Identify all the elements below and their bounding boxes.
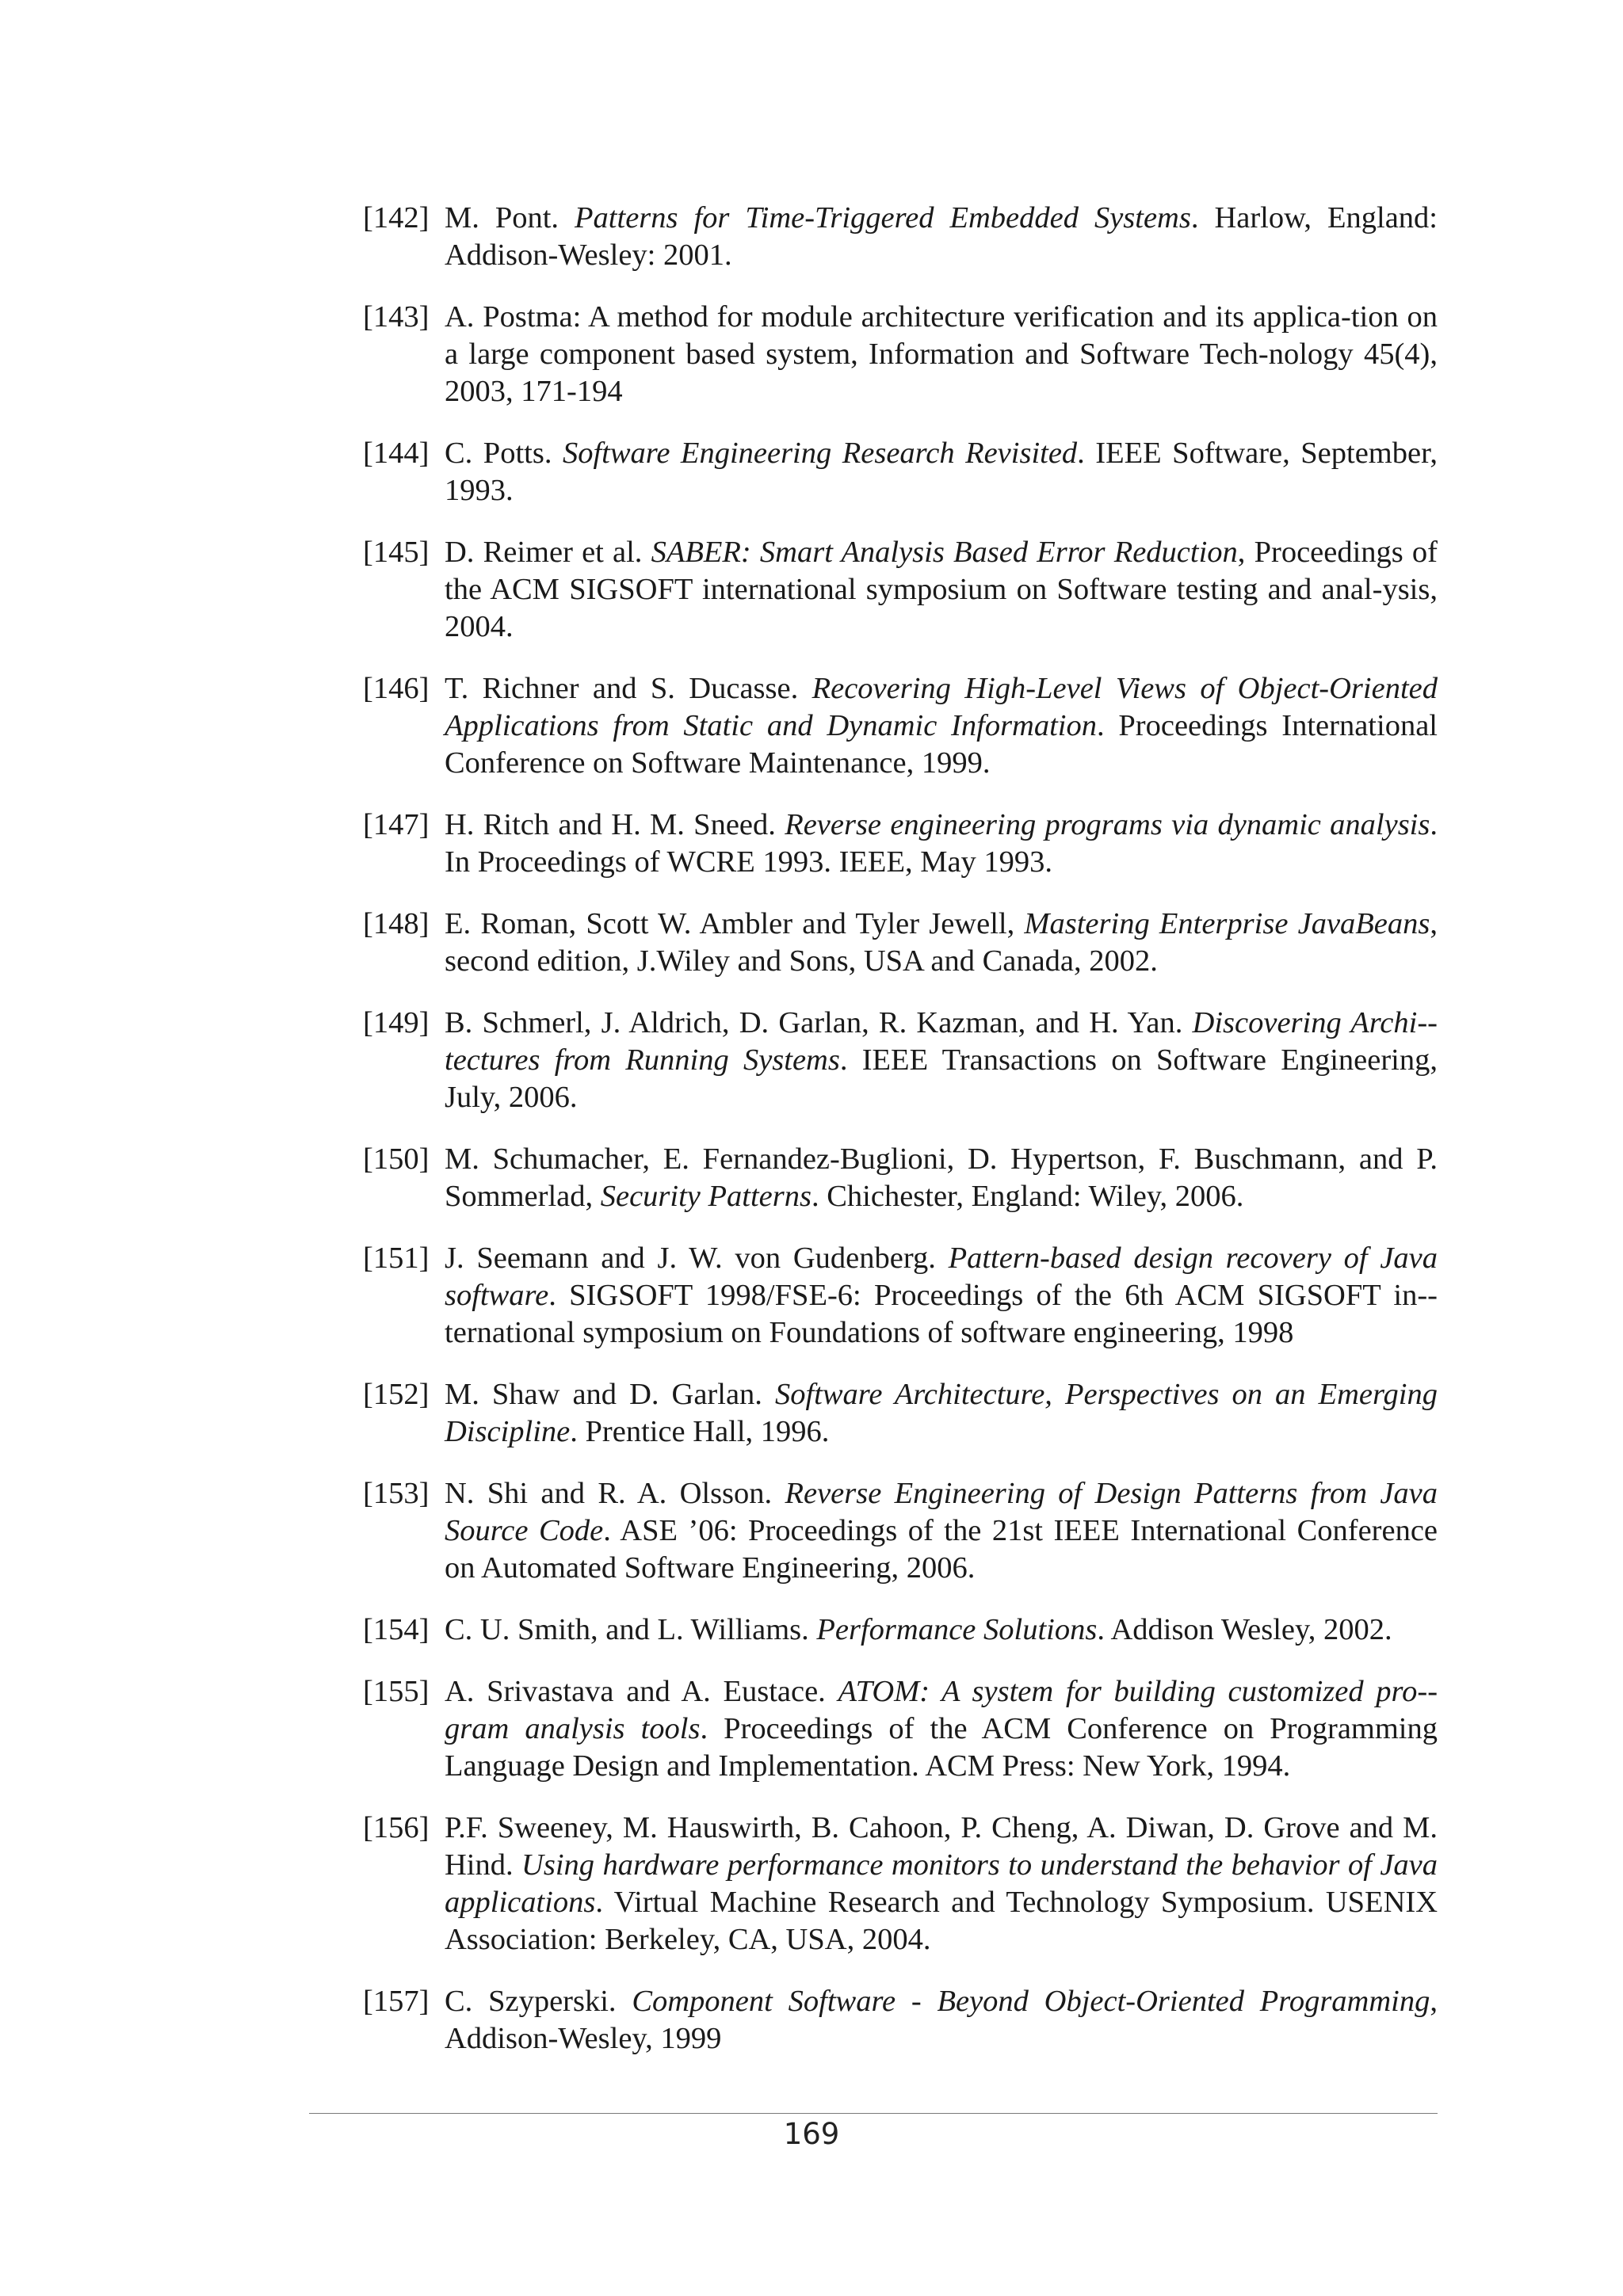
reference-text (445, 1675, 1438, 1783)
reference-number: [154] (363, 1613, 430, 1646)
reference-segment: . Harlow, England: Addison-Wesley: 2001. (445, 201, 1438, 272)
page-number: 169 (783, 2117, 840, 2151)
reference-segment: C. U. Smith, and L. Williams. (445, 1613, 817, 1646)
reference-list (363, 200, 1438, 2082)
reference-text (445, 201, 1438, 272)
reference-text (445, 536, 1438, 643)
reference-text (445, 300, 1438, 408)
reference-entry (363, 299, 1438, 410)
reference-text (445, 907, 1438, 978)
reference-segment: , second edition, J.Wiley and Sons, USA and Canada, 2002. (445, 907, 1438, 978)
reference-segment: C. Szyperski. (445, 1985, 632, 2018)
reference-text (445, 1811, 1438, 1956)
reference-number: [143] (363, 300, 430, 334)
reference-entry (363, 906, 1438, 980)
reference-entry (363, 1240, 1438, 1352)
reference-title: Pattern-based design recovery of Java software (445, 1241, 1438, 1312)
reference-segment: . IEEE Software, September, 1993. (445, 437, 1438, 507)
reference-title: Recovering High-Level Views of Object-Oriented Applications from Static and Dynamic Information (445, 672, 1438, 742)
reference-number: [145] (363, 536, 430, 569)
reference-text (445, 1142, 1438, 1213)
reference-text (445, 437, 1438, 507)
reference-text (445, 1613, 1392, 1646)
reference-entry (363, 435, 1438, 509)
reference-segment: T. Richner and S. Ducasse. (445, 672, 812, 705)
reference-number: [147] (363, 808, 430, 841)
reference-title: SABER: Smart Analysis Based Error Reduction (651, 536, 1238, 569)
reference-segment: . Chichester, England: Wiley, 2006. (811, 1180, 1244, 1213)
reference-number: [150] (363, 1142, 430, 1176)
reference-segment: A. Srivastava and A. Eustace. (445, 1675, 838, 1708)
reference-number: [153] (363, 1477, 430, 1510)
reference-title: Using hardware performance monitors to understand the behavior of Java applications (445, 1848, 1438, 1919)
reference-title: Patterns for Time-Triggered Embedded Systems (575, 201, 1191, 235)
reference-number: [156] (363, 1811, 430, 1844)
reference-segment: . Addison Wesley, 2002. (1097, 1613, 1392, 1646)
reference-entry (363, 1983, 1438, 2058)
reference-entry (363, 200, 1438, 274)
reference-segment: H. Ritch and H. M. Sneed. (445, 808, 785, 841)
reference-segment: . IEEE Transactions on Software Engineering, July, 2006. (445, 1043, 1438, 1114)
reference-entry (363, 1810, 1438, 1958)
reference-number: [151] (363, 1241, 430, 1275)
reference-title: Discovering Archi-tectures from Running Systems (445, 1006, 1438, 1077)
reference-segment: B. Schmerl, J. Aldrich, D. Garlan, R. Kazman, and H. Yan. (445, 1006, 1193, 1039)
reference-segment: . Proceedings of the ACM Conference on Programming Language Design and Implementation. ACM Press: New York, 1994. (445, 1712, 1438, 1783)
footer-rule (309, 2113, 1438, 2114)
reference-entry (363, 1376, 1438, 1451)
reference-number: [157] (363, 1985, 430, 2018)
reference-segment: . Prentice Hall, 1996. (570, 1415, 830, 1448)
reference-number: [142] (363, 201, 430, 235)
reference-title: Reverse engineering programs via dynamic analysis (785, 808, 1430, 841)
reference-title: Component Software - Beyond Object-Oriented Programming (632, 1985, 1430, 2018)
reference-number: [144] (363, 437, 430, 470)
reference-title: Software Architecture, Perspectives on an Emerging Discipline (445, 1378, 1438, 1448)
reference-title: ATOM: A system for building customized pro-gram analysis tools (445, 1675, 1438, 1745)
reference-text (445, 1378, 1438, 1448)
reference-entry (363, 1475, 1438, 1587)
reference-entry (363, 1611, 1438, 1649)
reference-segment: N. Shi and R. A. Olsson. (445, 1477, 785, 1510)
reference-number: [149] (363, 1006, 430, 1039)
reference-segment: . In Proceedings of WCRE 1993. IEEE, May 1993. (445, 808, 1438, 879)
reference-segment: , Proceedings of the ACM SIGSOFT international symposium on Software testing and anal-ysis, 2004. (445, 536, 1438, 643)
reference-entry (363, 1673, 1438, 1785)
reference-entry (363, 1141, 1438, 1215)
reference-title: Reverse Engineering of Design Patterns from Java Source Code (445, 1477, 1438, 1547)
reference-entry (363, 1005, 1438, 1116)
reference-number: [146] (363, 672, 430, 705)
reference-title: Mastering Enterprise JavaBeans (1024, 907, 1430, 940)
reference-segment: . Proceedings International Conference on Software Maintenance, 1999. (445, 709, 1438, 780)
reference-segment: , Addison-Wesley, 1999 (445, 1985, 1438, 2055)
reference-text (445, 1985, 1438, 2055)
reference-segment: . ASE ’06: Proceedings of the 21st IEEE International Conference on Automated Software Engineering, 2006. (445, 1514, 1438, 1585)
reference-segment: M. Shaw and D. Garlan. (445, 1378, 775, 1411)
reference-segment: . SIGSOFT 1998/FSE-6: Proceedings of the 6th ACM SIGSOFT in-ternational symposium on Foundations of software engineering, 1998 (445, 1279, 1438, 1349)
reference-entry (363, 807, 1438, 881)
reference-entry (363, 534, 1438, 646)
reference-title: Software Engineering Research Revisited (562, 437, 1078, 470)
reference-segment: A. Postma: A method for module architecture verification and its applica-tion on a large component based system, Information and Software Tech-nology 45(4), 2003, 171-194 (445, 300, 1438, 408)
reference-number: [148] (363, 907, 430, 940)
reference-title: Security Patterns (600, 1180, 812, 1213)
reference-segment: P.F. Sweeney, M. Hauswirth, B. Cahoon, P. Cheng, A. Diwan, D. Grove and M. Hind. (445, 1811, 1438, 1882)
reference-text (445, 1006, 1438, 1114)
reference-text (445, 1241, 1438, 1349)
reference-segment: M. Pont. (445, 201, 575, 235)
reference-number: [155] (363, 1675, 430, 1708)
reference-text (445, 808, 1438, 879)
reference-number: [152] (363, 1378, 430, 1411)
reference-segment: C. Potts. (445, 437, 563, 470)
reference-entry (363, 670, 1438, 782)
reference-text (445, 672, 1438, 780)
reference-title: Performance Solutions (816, 1613, 1098, 1646)
reference-segment: E. Roman, Scott W. Ambler and Tyler Jewell, (445, 907, 1025, 940)
reference-segment: J. Seemann and J. W. von Gudenberg. (445, 1241, 949, 1275)
reference-text (445, 1477, 1438, 1585)
reference-segment: . Virtual Machine Research and Technology Symposium. USENIX Association: Berkeley, CA, USA, 2004. (445, 1886, 1438, 1956)
reference-segment: D. Reimer et al. (445, 536, 651, 569)
reference-segment: M. Schumacher, E. Fernandez-Buglioni, D. Hypertson, F. Buschmann, and P. Sommerlad, (445, 1142, 1438, 1213)
